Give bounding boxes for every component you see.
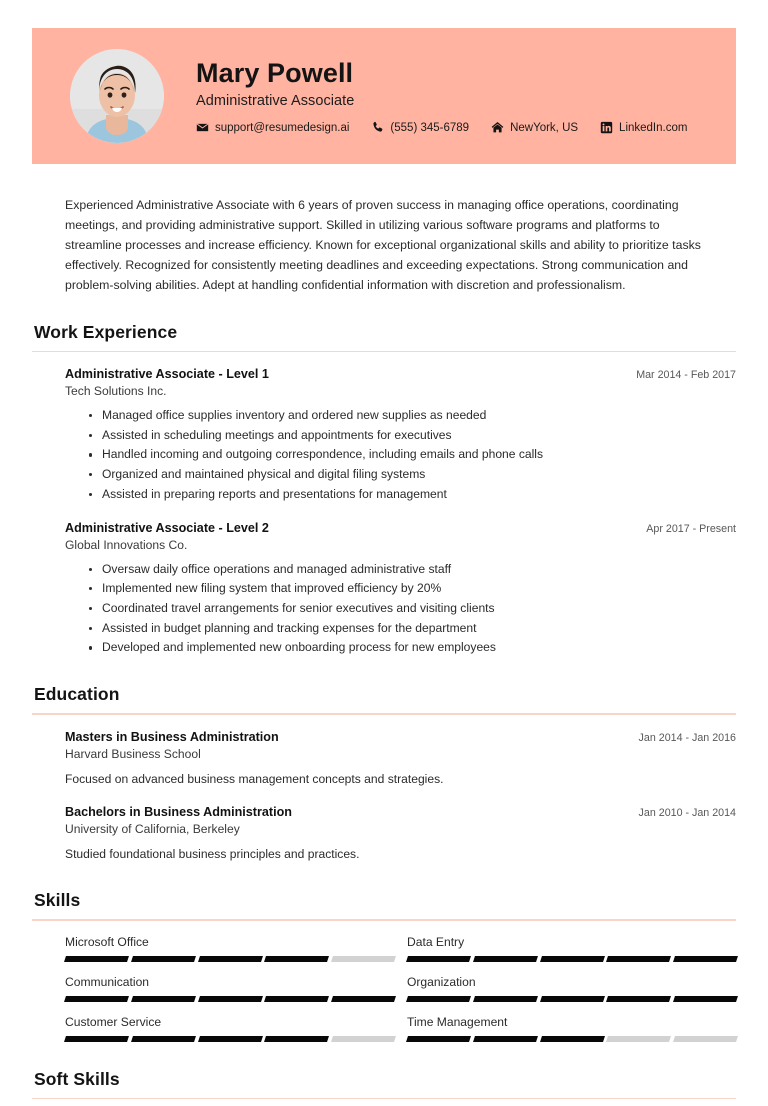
work-entry-header	[65, 521, 736, 535]
skill-segment	[673, 956, 738, 962]
skill-rating-bar	[65, 956, 395, 962]
skill-name: Data Entry	[407, 934, 465, 949]
avatar	[70, 49, 164, 143]
skill-segment	[331, 956, 396, 962]
education-entry-school: University of California, Berkeley	[65, 821, 240, 836]
list-item: Oversaw daily office operations and managed administrative staff	[88, 560, 736, 580]
skill-item	[65, 1002, 395, 1042]
list-item: Implemented new filing system that improved efficiency by 20%	[88, 579, 736, 599]
candidate-name: Mary Powell	[196, 57, 354, 88]
skill-segment	[64, 1036, 129, 1042]
skill-segment	[131, 1036, 196, 1042]
skill-rating-bar	[407, 996, 737, 1002]
education-entry-list	[32, 730, 736, 865]
skill-rating-bar	[65, 996, 395, 1002]
skill-segment	[331, 996, 396, 1002]
candidate-job-title: Administrative Associate	[196, 93, 355, 110]
work-entry-bullets	[65, 406, 736, 505]
skill-segment	[673, 1036, 738, 1042]
work-entry-role: Administrative Associate - Level 1	[65, 367, 269, 382]
skill-name: Microsoft Office	[65, 934, 149, 949]
skill-segment	[473, 1036, 538, 1042]
contact-phone-text: (555) 345-6789	[390, 121, 470, 134]
education-entry-header	[65, 730, 736, 744]
education-entry-degree: Bachelors in Business Administration	[65, 804, 292, 819]
skill-rating-bar	[407, 1036, 737, 1042]
skill-segment	[406, 956, 471, 962]
list-item: Organized and maintained physical and digital filing systems	[88, 465, 736, 485]
section-divider	[32, 351, 736, 353]
skill-item	[65, 935, 395, 962]
skill-segment	[331, 1036, 396, 1042]
work-entry-date: Mar 2014 - Feb 2017	[636, 369, 736, 382]
skill-segment	[198, 1036, 263, 1042]
contact-location[interactable]	[491, 121, 578, 134]
work-entry	[65, 367, 736, 505]
contact-linkedin[interactable]	[600, 121, 687, 134]
section-title-education: Education	[34, 684, 120, 705]
education-entry-date: Jan 2014 - Jan 2016	[638, 731, 736, 744]
section-divider	[32, 1098, 736, 1100]
section-title-work-experience: Work Experience	[34, 321, 178, 342]
skill-segment	[540, 1036, 605, 1042]
skill-item	[407, 935, 737, 962]
list-item: Developed and implemented new onboarding process for new employees	[88, 638, 736, 658]
skill-segment	[606, 1036, 671, 1042]
envelope-icon	[196, 121, 209, 134]
section-skills	[32, 890, 736, 1042]
section-title-skills: Skills	[34, 890, 81, 911]
work-entry-company: Global Innovations Co.	[65, 537, 188, 552]
skill-name: Time Management	[407, 1014, 508, 1029]
skill-segment	[198, 996, 263, 1002]
skill-segment	[406, 1036, 471, 1042]
contact-email-text: support@resumedesign.ai	[215, 121, 350, 134]
skill-segment	[131, 996, 196, 1002]
education-entry-date: Jan 2010 - Jan 2014	[638, 806, 736, 819]
skill-item	[65, 962, 395, 1002]
skill-segment	[264, 996, 329, 1002]
resume-header	[32, 28, 736, 164]
contact-phone[interactable]	[371, 121, 469, 134]
skill-segment	[64, 996, 129, 1002]
work-entry-header	[65, 367, 736, 381]
professional-summary: Experienced Administrative Associate with 6 years of proven success in managing office operations, coordinating meetings, and providing administrative support. Skilled in utilizing various software programs and platforms to streamline processes and increase efficiency. Known for exceptional organizational skills and ability to prioritize tasks effectively. Recognized for consistently meeting deadlines and exceeding expectations. Strong communication and problem-solving abilities. Adept at handling confidential information with discretion and professionalism.	[65, 198, 701, 292]
skill-segment	[473, 996, 538, 1002]
home-icon	[491, 121, 504, 134]
education-entry	[65, 730, 736, 789]
list-item: Assisted in scheduling meetings and appointments for executives	[88, 426, 736, 446]
education-entry	[65, 805, 736, 864]
work-entry	[65, 521, 736, 659]
skill-item	[407, 1002, 737, 1042]
education-entry-description: Focused on advanced business management concepts and strategies.	[65, 771, 444, 786]
skill-rating-bar	[407, 956, 737, 962]
contact-list	[196, 121, 716, 134]
skill-name: Customer Service	[65, 1014, 162, 1029]
education-entry-degree: Masters in Business Administration	[65, 729, 279, 744]
skill-segment	[540, 996, 605, 1002]
skills-grid	[32, 935, 736, 1042]
resume-page	[0, 28, 768, 1106]
skill-name: Organization	[407, 974, 476, 989]
list-item: Managed office supplies inventory and ordered new supplies as needed	[88, 406, 736, 426]
contact-location-text: NewYork, US	[510, 121, 579, 134]
skill-segment	[673, 996, 738, 1002]
skill-name: Communication	[65, 974, 150, 989]
skill-segment	[264, 1036, 329, 1042]
work-entry-role: Administrative Associate - Level 2	[65, 520, 269, 535]
linkedin-icon	[600, 121, 613, 134]
section-education	[32, 684, 736, 864]
work-entry-bullets	[65, 560, 736, 659]
skill-rating-bar	[65, 1036, 395, 1042]
skill-item	[407, 962, 737, 1002]
skill-segment	[406, 996, 471, 1002]
work-entry-list	[32, 367, 736, 658]
education-entry-description: Studied foundational business principles and practices.	[65, 846, 360, 861]
skill-segment	[264, 956, 329, 962]
skill-segment	[606, 956, 671, 962]
list-item: Handled incoming and outgoing correspondence, including emails and phone calls	[88, 445, 736, 465]
contact-linkedin-text: LinkedIn.com	[619, 121, 688, 134]
header-text-block	[196, 58, 736, 134]
section-work-experience	[32, 322, 736, 659]
skill-segment	[606, 996, 671, 1002]
skill-segment	[198, 956, 263, 962]
section-divider	[32, 919, 736, 921]
list-item: Coordinated travel arrangements for senior executives and visiting clients	[88, 599, 736, 619]
skill-segment	[473, 956, 538, 962]
education-entry-school: Harvard Business School	[65, 746, 201, 761]
list-item: Assisted in preparing reports and presentations for management	[88, 485, 736, 505]
phone-icon	[371, 121, 384, 134]
skill-segment	[64, 956, 129, 962]
list-item: Assisted in budget planning and tracking expenses for the department	[88, 619, 736, 639]
work-entry-date: Apr 2017 - Present	[646, 522, 736, 535]
skill-segment	[131, 956, 196, 962]
section-soft-skills	[32, 1069, 736, 1100]
contact-email[interactable]	[196, 121, 349, 134]
education-entry-header	[65, 805, 736, 819]
skill-segment	[540, 956, 605, 962]
work-entry-company: Tech Solutions Inc.	[65, 384, 167, 399]
section-title-soft-skills: Soft Skills	[34, 1068, 120, 1089]
section-divider	[32, 713, 736, 715]
